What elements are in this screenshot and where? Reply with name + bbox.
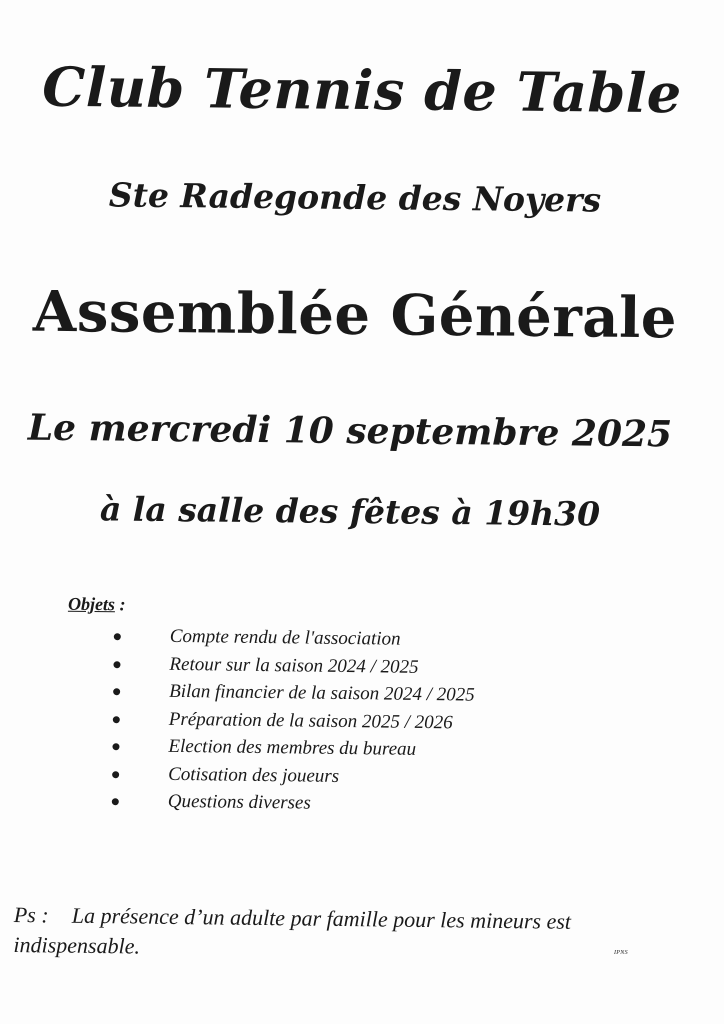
agenda-heading [68,594,126,616]
bullet-icon [113,688,120,695]
bullet-icon [112,798,119,805]
agenda-item-text: Cotisation des joueurs [168,763,340,787]
postscript-label: Ps : [13,901,49,928]
bullet-icon [113,716,120,723]
event-place-time: à la salle des fêtes à 19h30 [99,489,601,534]
agenda-heading-label: Objets [67,593,116,615]
imprint-mention: IPNS [614,950,628,956]
bullet-icon [112,743,119,750]
agenda-item-text: Compte rendu de l'association [169,625,401,650]
postscript-text: La présence d’un adulte par famille pour les mineurs est indispensable. [13,902,572,959]
event-date: Le mercredi 10 septembre 2025 [27,406,673,456]
bullet-icon [112,771,119,778]
agenda-item-text: Questions diverses [167,790,311,814]
agenda-list [98,622,560,820]
club-title: Club Tennis de Table [41,54,683,126]
agenda-item-text: Retour sur la saison 2024 / 2025 [169,653,419,678]
agenda-item-text: Election des membres du bureau [168,735,417,760]
event-heading: Assemblée Générale [32,278,678,352]
agenda-item-text: Préparation de la saison 2025 / 2026 [168,708,453,733]
agenda-heading-colon: : [114,594,126,615]
postscript-note [13,900,654,968]
bullet-icon [113,661,120,668]
list-item [98,787,558,820]
agenda-item-text: Bilan financier de la saison 2024 / 2025 [169,680,475,706]
bullet-icon [114,633,121,640]
club-location: Ste Radegonde des Noyers [108,175,602,220]
